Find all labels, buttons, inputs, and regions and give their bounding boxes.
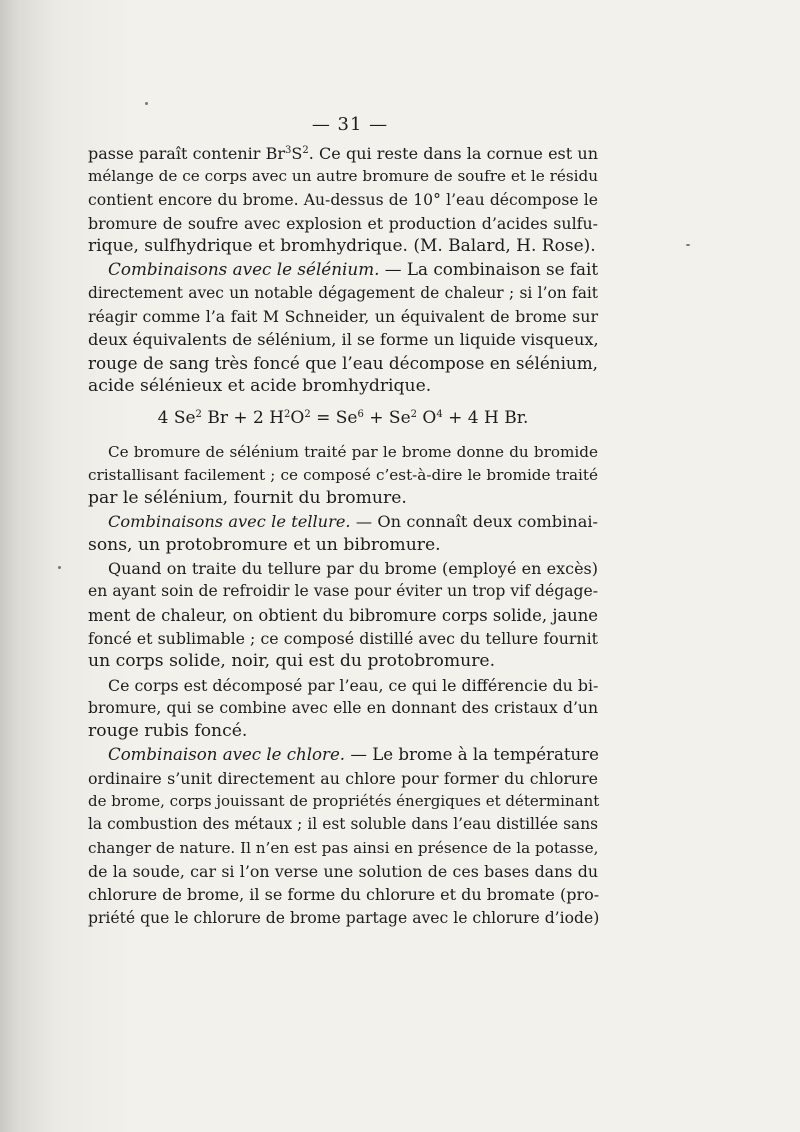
text-line: bromure, qui se combine avec elle en donnant des cristaux d’un — [88, 698, 598, 717]
section-heading-chlore: Combinaison avec le chlore. — Le brome à la température — [108, 745, 599, 765]
text-line: réagir comme l’a fait M Schneider, un équivalent de brome sur — [88, 307, 598, 327]
text-line: par le sélénium, fournit du bromure. — [88, 488, 407, 509]
text-line: foncé et sublimable ; ce composé distillé avec du tellure fournit — [88, 628, 598, 648]
text-line: de brome, corps jouissant de propriétés énergiques et déterminant — [88, 792, 600, 811]
text-line: sons, un protobromure et un bibromure. — [88, 534, 441, 555]
text-line: contient encore du brome. Au-dessus de 10° l’eau décompose le — [88, 190, 598, 209]
text-line: chlorure de brome, il se forme du chlorure et du bromate (pro- — [88, 885, 600, 905]
text-line: acide sélénieux et acide bromhydrique. — [88, 375, 432, 396]
text-line: cristallisant facilement ; ce composé c’est-à-dire le bromide traité — [88, 465, 598, 484]
text-line: rouge de sang très foncé que l’eau décompose en sélénium, — [88, 352, 598, 373]
text-line: ordinaire s’unit directement au chlore pour former du chlorure — [88, 768, 598, 788]
text-line: un corps solide, noir, qui est du protobromure. — [88, 651, 496, 672]
chemical-formula: 4 Se$^2$ Br + 2 $H^2O^2 = Se^6 + Se^2$ $O^4 + 4$ H Br. — [157, 408, 529, 429]
text-line: rouge rubis foncé. — [88, 721, 248, 742]
text-line: deux équivalents de sélénium, il se forme un liquide visqueux, — [88, 330, 599, 350]
text-line: en ayant soin de refroidir le vase pour éviter un trop vif dégage- — [88, 582, 598, 601]
section-heading-tellure: Combinaisons avec le tellure. — On connaît deux combinai- — [108, 512, 598, 532]
text-line: bromure de soufre avec explosion et production d’acides sulfu- — [88, 213, 598, 233]
text-line: Ce bromure de sélénium traité par le brome donne du bromide — [108, 442, 598, 461]
paper-speck — [686, 244, 690, 246]
text-line: priété que le chlorure de brome partage avec le chlorure d’iode) — [88, 908, 600, 927]
paper-speck — [58, 566, 61, 569]
text-line: ment de chaleur, on obtient du bibromure corps solide, jaune — [88, 605, 598, 625]
paper-speck — [145, 102, 148, 105]
text-line: passe paraît contenir $Br^3S^2$. Ce qui reste dans la cornue est un — [88, 144, 598, 163]
body-text — [88, 142, 598, 930]
text-line: de la soude, car si l’on verse une solution de ces bases dans du — [88, 861, 598, 881]
text-line: mélange de ce corps avec un autre bromure de soufre et le résidu — [88, 167, 598, 186]
text-line: directement avec un notable dégagement de chaleur ; si l’on fait — [88, 283, 598, 302]
text-line: Quand on traite du tellure par du brome (employé en excès) — [108, 559, 598, 579]
text-line: changer de nature. Il n’en est pas ainsi en présence de la potasse, — [88, 838, 599, 857]
section-heading-selenium: Combinaisons avec le sélénium. — La combinaison se fait — [108, 259, 599, 280]
text-line: Ce corps est décomposé par l’eau, ce qui le différencie du bi- — [108, 675, 599, 695]
text-line: rique, sulfhydrique et bromhydrique. (M. Balard, H. Rose). — [88, 236, 596, 257]
text-line: la combustion des métaux ; il est soluble dans l’eau distillée sans — [88, 815, 598, 834]
page-number: — 31 — — [311, 114, 389, 135]
